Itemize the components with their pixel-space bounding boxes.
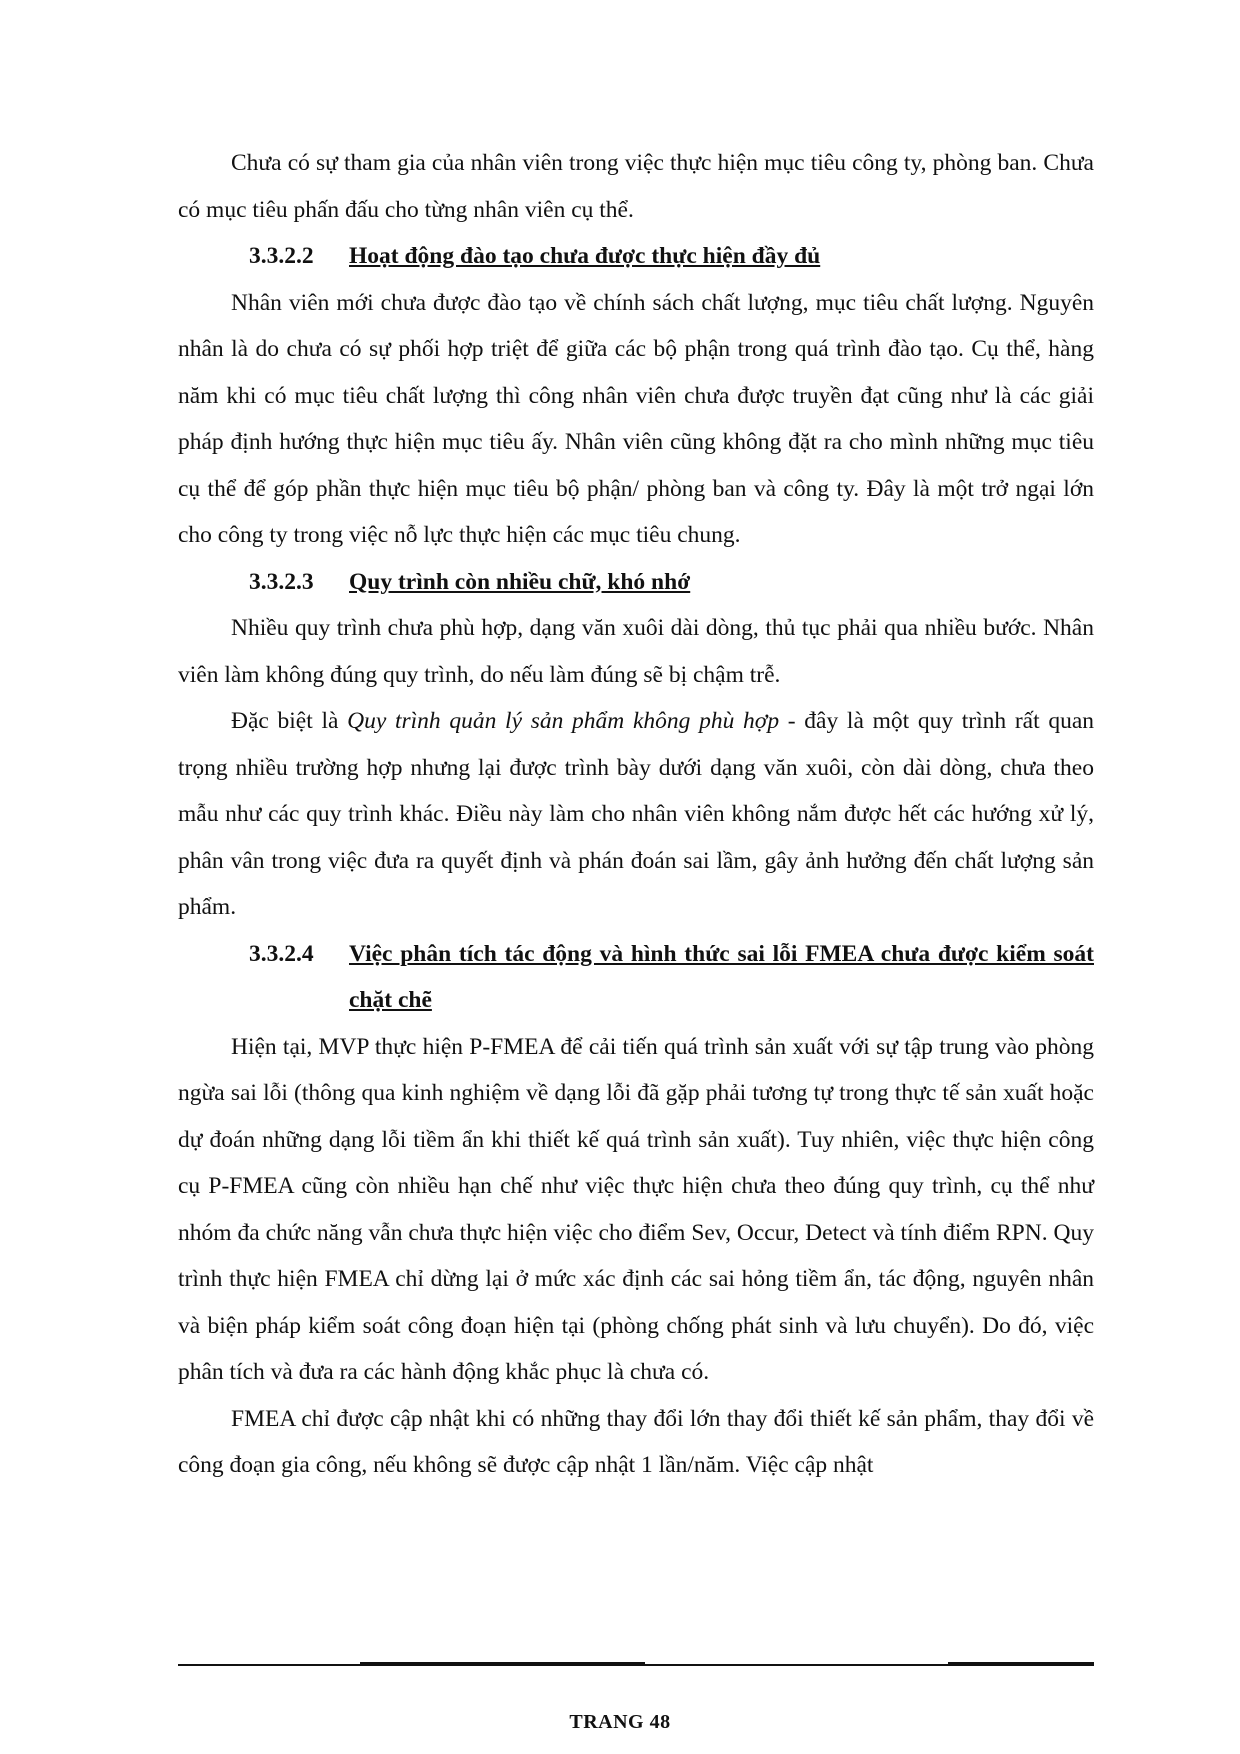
section-number: 3.3.2.4 [249,940,314,967]
paragraph-6: FMEA chỉ được cập nhật khi có những thay đổi lớn thay đổi thiết kế sản phẩm, thay đổi về công đoạn gia công, nếu không sẽ được cập nhật 1 lần/năm. Việc cập nhật [178,1405,1094,1478]
section-heading-3-3-2-2 [178,233,1094,280]
paragraph-4 [178,698,1094,931]
paragraph-1: Chưa có sự tham gia của nhân viên trong việc thực hiện mục tiêu công ty, phòng ban. Chưa có mục tiêu phấn đấu cho từng nhân viên cụ thể. [178,150,1094,223]
section-number: 3.3.2.3 [249,568,314,595]
paragraph-5: Hiện tại, MVP thực hiện P-FMEA để cải tiến quá trình sản xuất với sự tập trung vào phòng ngừa sai lỗi (thông qua kinh nghiệm về dạng lỗi đã gặp phải tương tự trong thực tế sản xuất hoặc dự đoán những dạng lỗi tiềm ẩn khi thiết kế quá trình sản xuất). Tuy nhiên, việc thực hiện công cụ P-FMEA cũng còn nhiều hạn chế như việc thực hiện chưa theo đúng quy trình, cụ thể như nhóm đa chức năng vẫn chưa thực hiện việc cho điểm Sev, Occur, Detect và tính điểm RPN. Quy trình thực hiện FMEA chỉ dừng lại ở mức xác định các sai hỏng tiềm ẩn, tác động, nguyên nhân và biện pháp kiểm soát công đoạn hiện tại (phòng chống phát sinh và lưu chuyển). Do đó, việc phân tích và đưa ra các hành động khắc phục là chưa có. [178,1033,1094,1385]
section-title: Hoạt động đào tạo chưa được thực hiện đầy đủ [349,243,821,269]
procedure-name-italic: Quy trình quản lý sản phẩm không phù hợp - [347,708,796,734]
section-heading-3-3-2-4 [178,931,1094,1024]
section-heading-3-3-2-3 [178,559,1094,606]
page-number: TRANG 48 [569,1711,671,1733]
section-title: Việc phân tích tác động và hình thức sai lỗi FMEA chưa được kiểm soát chặt chẽ [349,940,1094,1013]
paragraph-4-prefix: Đặc biệt là [231,708,348,734]
paragraph-3: Nhiều quy trình chưa phù hợp, dạng văn xuôi dài dòng, thủ tục phải qua nhiều bước. Nhân viên làm không đúng quy trình, do nếu làm đúng sẽ bị chậm trễ. [178,615,1094,688]
section-title: Quy trình còn nhiều chữ, khó nhớ [349,568,691,595]
paragraph-2: Nhân viên mới chưa được đào tạo về chính sách chất lượng, mục tiêu chất lượng. Nguyên nhân là do chưa có sự phối hợp triệt để giữa các bộ phận trong quá trình đào tạo. Cụ thể, hàng năm khi có mục tiêu chất lượng thì công nhân viên chưa được truyền đạt cũng như là các giải pháp định hướng thực hiện mục tiêu ấy. Nhân viên cũng không đặt ra cho mình những mục tiêu cụ thể để góp phần thực hiện mục tiêu bộ phận/ phòng ban và công ty. Đây là một trở ngại lớn cho công ty trong việc nỗ lực thực hiện các mục tiêu chung. [178,289,1094,548]
page-body [178,140,1094,1489]
paragraph-4-suffix: đây là một quy trình rất quan trọng nhiều trường hợp nhưng lại được trình bày dưới dạng văn xuôi, còn dài dòng, chưa theo mẫu như các quy trình khác. Điều này làm cho nhân viên không nắm được hết các hướng xử lý, phân vân trong việc đưa ra quyết định và phán đoán sai lầm, gây ảnh hưởng đến chất lượng sản phẩm. [178,708,1094,920]
footer-rule [178,1664,1094,1666]
footer-rule-accent [360,1662,645,1664]
footer-rule-accent-right [948,1662,1094,1664]
section-number: 3.3.2.2 [249,243,314,269]
